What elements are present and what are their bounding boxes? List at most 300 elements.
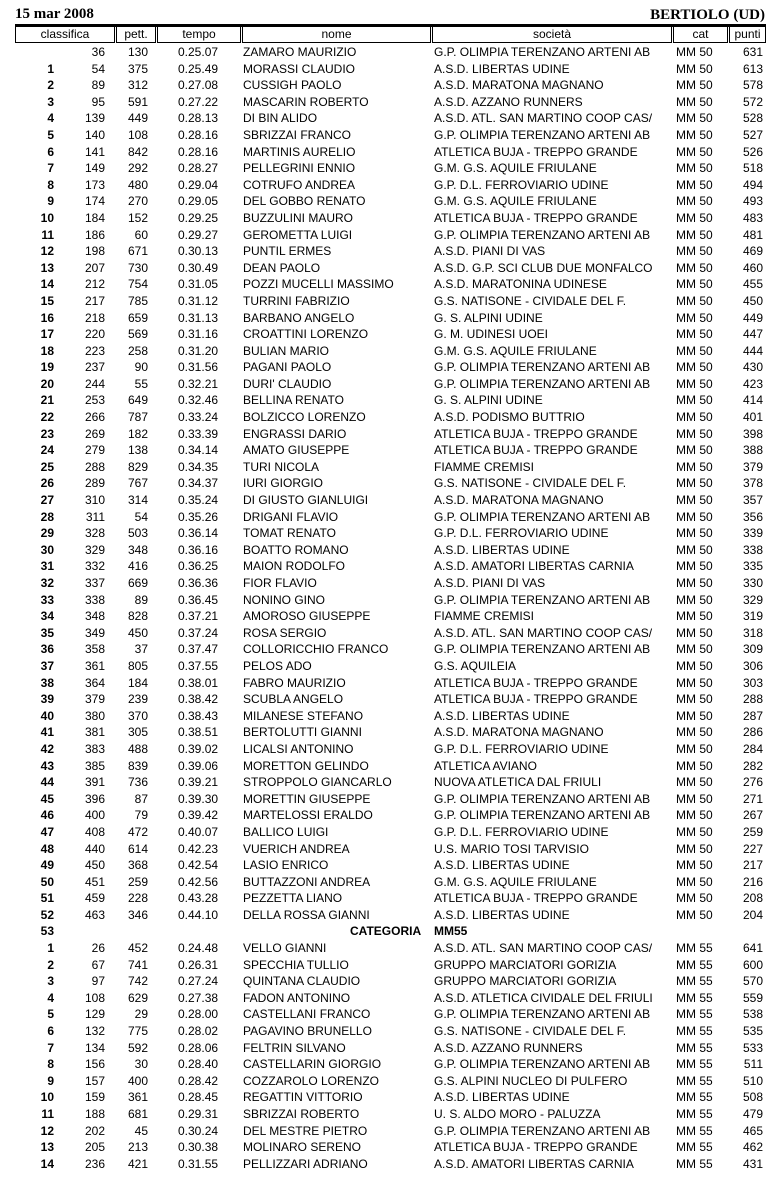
cell-points: 465: [742, 1123, 763, 1138]
cell-club: ATLETICA BUJA - TREPPO GRANDE: [434, 1140, 638, 1155]
cell-category: MM 55: [676, 974, 713, 989]
cell-bib: 787: [127, 410, 148, 425]
cell-category: MM 50: [676, 476, 713, 491]
cell-time: 0.31.12: [178, 293, 219, 308]
cell-time: 0.36.45: [178, 592, 219, 607]
cell-points: 600: [742, 957, 763, 972]
cell-rank: 11: [41, 227, 54, 242]
cell-points: 535: [742, 1024, 763, 1039]
cell-category: MM 50: [676, 592, 713, 607]
cell-rank: 51: [40, 891, 54, 906]
cell-category: MM 50: [676, 758, 713, 773]
cell-rank: 5: [47, 1007, 54, 1022]
cell-rank: 26: [40, 476, 54, 491]
cell-points: 284: [742, 741, 763, 756]
cell-rank: 1: [47, 61, 54, 76]
table-row: [0, 227, 779, 244]
category-row: [0, 923, 779, 940]
cell-points: 572: [742, 94, 763, 109]
cell-position: 220: [84, 327, 105, 342]
cell-position: 383: [84, 741, 105, 756]
cell-club: GRUPPO MARCIATORI GORIZIA: [434, 957, 617, 972]
cell-club: ATLETICA BUJA - TREPPO GRANDE: [434, 443, 638, 458]
cell-time: 0.26.31: [178, 957, 219, 972]
cell-position: 149: [84, 161, 105, 176]
cell-points: 613: [742, 61, 763, 76]
cell-rank: 28: [40, 509, 54, 524]
cell-bib: 37: [134, 642, 148, 657]
cell-club: G.P. OLIMPIA TERENZANO ARTENI AB: [434, 1007, 651, 1022]
cell-category: MM 50: [676, 277, 713, 292]
cell-rank: 30: [40, 542, 54, 557]
cell-club: ATLETICA AVIANO: [434, 758, 537, 773]
cell-bib: 90: [134, 360, 148, 375]
cell-name: BUZZULINI MAURO: [243, 210, 354, 225]
cell-category: MM 50: [676, 426, 713, 441]
cell-category: MM 50: [676, 161, 713, 176]
cell-time: 0.25.49: [178, 61, 219, 76]
cell-bib: 312: [127, 78, 148, 93]
cell-category: MM 50: [676, 459, 713, 474]
cell-category: MM 50: [676, 443, 713, 458]
cell-points: 330: [742, 576, 763, 590]
cell-position: 348: [84, 609, 105, 624]
table-row: [0, 1106, 779, 1123]
cell-club: A.S.D. AMATORI LIBERTAS CARNIA: [434, 559, 634, 574]
cell-rank: 9: [47, 194, 54, 209]
cell-bib: 60: [134, 227, 148, 242]
cell-name: BOATTO ROMANO: [243, 542, 349, 557]
cell-category: MM 50: [676, 144, 713, 159]
table-row: [0, 675, 779, 692]
cell-category: MM 55: [676, 1123, 713, 1138]
cell-club: A.S.D. LIBERTAS UDINE: [434, 907, 570, 922]
cell-name: SCUBLA ANGELO: [243, 692, 344, 707]
cell-rank: 8: [47, 177, 54, 192]
cell-position: 364: [84, 675, 105, 690]
cell-club: G.P. OLIMPIA TERENZANO ARTENI AB: [434, 592, 651, 607]
cell-position: 134: [84, 1040, 105, 1055]
cell-time: 0.27.08: [178, 78, 219, 93]
cell-bib: 292: [127, 161, 148, 176]
cell-club: A.S.D. LIBERTAS UDINE: [434, 542, 570, 557]
cell-rank: 33: [40, 592, 54, 607]
table-row: [0, 475, 779, 492]
table-row: [0, 592, 779, 609]
cell-position: 156: [84, 1057, 105, 1072]
table-row: [0, 907, 779, 924]
cell-points: 204: [742, 907, 763, 922]
cell-category: MM 55: [676, 957, 713, 972]
cell-club: A.S.D. ATLETICA CIVIDALE DEL FRIULI: [434, 990, 653, 1005]
cell-club: A.S.D. MARATONA MAGNANO: [434, 78, 604, 93]
cell-category: MM 50: [676, 327, 713, 342]
table-row: [0, 824, 779, 841]
table-row: [0, 276, 779, 293]
cell-time: 0.38.01: [178, 675, 219, 690]
cell-name: CASTELLANI FRANCO: [243, 1007, 371, 1022]
table-row: [0, 94, 779, 111]
cell-club: G.P. OLIMPIA TERENZANO ARTENI AB: [434, 227, 651, 242]
cell-bib: 591: [127, 94, 148, 109]
cell-category: MM 50: [676, 658, 713, 673]
cell-position: 451: [84, 874, 105, 889]
cell-bib: 480: [127, 177, 148, 192]
cell-category: MM 50: [676, 824, 713, 839]
cell-club: G.P. OLIMPIA TERENZANO ARTENI AB: [434, 509, 651, 524]
cell-position: 289: [84, 476, 105, 491]
cell-category: MM 50: [676, 177, 713, 192]
cell-category: MM 50: [676, 310, 713, 325]
col-pett: pett.: [116, 26, 156, 43]
cell-club: G.P. D.L. FERROVIARIO UDINE: [434, 824, 609, 839]
cell-position: 173: [84, 177, 105, 192]
cell-bib: 259: [127, 874, 148, 889]
table-row: [0, 791, 779, 808]
cell-rank: 36: [40, 642, 54, 657]
cell-rank: 8: [47, 1057, 54, 1072]
cell-time: 0.33.39: [178, 426, 219, 441]
cell-bib: 730: [127, 260, 148, 275]
cell-rank: 31: [40, 559, 54, 574]
cell-position: 332: [84, 559, 105, 574]
cell-name: FIOR FLAVIO: [243, 576, 317, 590]
cell-category: MM 50: [676, 78, 713, 93]
cell-time: 0.39.42: [178, 808, 219, 823]
cell-points: 528: [742, 111, 763, 126]
table-row: [0, 890, 779, 907]
cell-position: 459: [84, 891, 105, 906]
table-row: [0, 1056, 779, 1073]
cell-bib: 472: [127, 824, 148, 839]
cell-position: 89: [91, 78, 105, 93]
cell-bib: 452: [127, 941, 148, 956]
cell-club: G.P. OLIMPIA TERENZANO ARTENI AB: [434, 642, 651, 657]
table-row: [0, 127, 779, 144]
cell-category: MM 50: [676, 227, 713, 242]
cell-rank: 37: [40, 658, 54, 673]
cell-category: MM 55: [676, 1107, 713, 1121]
cell-rank: 7: [47, 161, 54, 176]
cell-category: MM 50: [676, 493, 713, 508]
cell-category: MM 50: [676, 874, 713, 889]
cell-bib: 213: [127, 1140, 148, 1155]
table-row: [0, 426, 779, 443]
cell-time: 0.30.49: [178, 260, 219, 275]
cell-time: 0.36.25: [178, 559, 219, 574]
cell-bib: 228: [127, 891, 148, 906]
cell-club: G. S. ALPINI UDINE: [434, 310, 543, 325]
cell-bib: 79: [134, 808, 148, 823]
cell-category: MM 50: [676, 841, 713, 856]
cell-category: MM 50: [676, 675, 713, 690]
cell-category: MM 55: [676, 1140, 713, 1155]
cell-bib: 54: [134, 509, 148, 524]
cell-name: BOLZICCO LORENZO: [243, 410, 366, 425]
cell-name: IURI GIORGIO: [243, 476, 324, 491]
table-row: [0, 193, 779, 210]
cell-rank: 21: [40, 393, 54, 408]
cell-name: DEL GOBBO RENATO: [243, 194, 366, 209]
cell-time: 0.34.14: [178, 443, 219, 458]
cell-bib: 346: [127, 907, 148, 922]
cell-category: MM 50: [676, 244, 713, 259]
cell-bib: 130: [127, 45, 148, 59]
cell-category: MM 55: [676, 1040, 713, 1055]
cell-club: A.S.D. LIBERTAS UDINE: [434, 858, 570, 873]
cell-rank: 6: [47, 144, 54, 159]
cell-time: 0.29.27: [178, 227, 219, 242]
table-row: [0, 1040, 779, 1057]
cell-club: G.M. G.S. AQUILE FRIULANE: [434, 874, 597, 889]
cell-bib: 775: [127, 1024, 148, 1039]
cell-rank: 4: [47, 990, 54, 1005]
cell-position: 186: [84, 227, 105, 242]
category-heading: [0, 923, 779, 940]
table-row: [0, 359, 779, 376]
table-row: [0, 575, 779, 592]
cell-category: MM 50: [676, 708, 713, 723]
cell-club: A.S.D. MARATONINA UDINESE: [434, 277, 607, 292]
cell-category: MM 50: [676, 127, 713, 142]
cell-category: MM 55: [676, 990, 713, 1005]
cell-time: 0.33.24: [178, 410, 219, 425]
cell-position: 54: [91, 61, 105, 76]
cell-name: FADON ANTONINO: [243, 990, 351, 1005]
cell-points: 259: [742, 824, 763, 839]
cell-time: 0.30.38: [178, 1140, 219, 1155]
cell-time: 0.38.43: [178, 708, 219, 723]
table-row: [0, 658, 779, 675]
cell-category: MM 50: [676, 692, 713, 707]
cell-bib: 348: [127, 542, 148, 557]
table-row: [0, 1123, 779, 1140]
table-row: [0, 77, 779, 94]
cell-time: 0.34.35: [178, 459, 219, 474]
table-row: [0, 376, 779, 393]
cell-rank: 11: [41, 1107, 54, 1121]
table-row: [0, 973, 779, 990]
cell-points: 444: [742, 343, 763, 358]
cell-name: POZZI MUCELLI MASSIMO: [243, 277, 394, 292]
cell-bib: 569: [127, 327, 148, 342]
table-row: [0, 144, 779, 161]
cell-name: BALLICO LUIGI: [243, 824, 329, 839]
cell-time: 0.29.05: [178, 194, 219, 209]
cell-points: 494: [742, 177, 763, 192]
cell-name: QUINTANA CLAUDIO: [243, 974, 361, 989]
col-cat: cat: [673, 26, 728, 43]
cell-position: 198: [84, 244, 105, 259]
cell-bib: 671: [127, 244, 148, 259]
table-row: [0, 841, 779, 858]
cell-bib: 314: [127, 493, 148, 508]
cell-club: A.S.D. PIANI DI VAS: [434, 576, 546, 590]
cell-bib: 829: [127, 459, 148, 474]
cell-bib: 842: [127, 144, 148, 159]
cell-time: 0.36.14: [178, 526, 219, 541]
cell-position: 202: [84, 1123, 105, 1138]
cell-rank: 39: [40, 692, 54, 707]
table-row: [0, 160, 779, 177]
table-row: [0, 326, 779, 343]
cell-bib: 239: [127, 692, 148, 707]
cell-rank: 25: [40, 459, 54, 474]
cell-category: MM 55: [676, 1090, 713, 1105]
table-row: [0, 409, 779, 426]
cell-points: 379: [742, 459, 763, 474]
table-row: [0, 442, 779, 459]
cell-club: ATLETICA BUJA - TREPPO GRANDE: [434, 426, 638, 441]
cell-position: 205: [84, 1140, 105, 1155]
cell-time: 0.35.24: [178, 493, 219, 508]
cell-club: A.S.D. LIBERTAS UDINE: [434, 1090, 570, 1105]
cell-bib: 488: [127, 741, 148, 756]
cell-club: G.P. D.L. FERROVIARIO UDINE: [434, 177, 609, 192]
cell-position: 132: [84, 1024, 105, 1039]
cell-rank: 47: [40, 824, 54, 839]
cell-time: 0.44.10: [178, 907, 219, 922]
cell-category: MM 55: [676, 1156, 713, 1171]
cell-position: 329: [84, 542, 105, 557]
table-row: [0, 1023, 779, 1040]
cell-bib: 767: [127, 476, 148, 491]
cell-bib: 754: [127, 277, 148, 292]
cell-name: AMATO GIUSEPPE: [243, 443, 350, 458]
cell-category: MM 50: [676, 111, 713, 126]
table-row: [0, 558, 779, 575]
cell-rank: 10: [40, 210, 54, 225]
cell-rank: 1: [47, 941, 54, 956]
cell-club: U. S. ALDO MORO - PALUZZA: [434, 1107, 601, 1121]
cell-time: 0.39.30: [178, 791, 219, 806]
cell-name: REGATTIN VITTORIO: [243, 1090, 363, 1105]
cell-time: 0.38.51: [178, 725, 219, 740]
cell-club: G.S. NATISONE - CIVIDALE DEL F.: [434, 1024, 627, 1039]
cell-position: 269: [84, 426, 105, 441]
cell-time: 0.28.06: [178, 1040, 219, 1055]
cell-club: G.M. G.S. AQUILE FRIULANE: [434, 343, 597, 358]
cell-position: 311: [85, 509, 105, 524]
cell-position: 338: [84, 592, 105, 607]
cell-time: 0.39.21: [178, 775, 219, 790]
cell-category: MM 50: [676, 775, 713, 790]
cell-time: 0.31.16: [178, 327, 219, 342]
cell-position: 236: [84, 1156, 105, 1171]
cell-bib: 503: [127, 526, 148, 541]
cell-rank: 18: [40, 343, 54, 358]
cell-club: A.S.D. G.P. SCI CLUB DUE MONFALCO: [434, 260, 653, 275]
race-date: 15 mar 2008: [15, 6, 94, 22]
cell-bib: 450: [127, 625, 148, 640]
cell-name: SPECCHIA TULLIO: [243, 957, 349, 972]
cell-category: MM 50: [676, 625, 713, 640]
cell-bib: 785: [127, 293, 148, 308]
cell-club: G.P. OLIMPIA TERENZANO ARTENI AB: [434, 360, 651, 375]
col-classifica: classifica: [15, 26, 115, 43]
cell-position: 385: [84, 758, 105, 773]
cell-category: MM 50: [676, 194, 713, 209]
cell-points: 335: [742, 559, 763, 574]
table-row: [0, 724, 779, 741]
cell-time: 0.38.42: [178, 692, 219, 707]
cell-bib: 55: [134, 376, 148, 391]
cell-points: 538: [742, 1007, 763, 1022]
table-row: [0, 857, 779, 874]
cell-name: MAION RODOLFO: [243, 559, 346, 574]
cell-position: 463: [84, 907, 105, 922]
cell-position: 184: [84, 210, 105, 225]
cell-position: 97: [91, 974, 105, 989]
table-row: [0, 243, 779, 260]
cell-time: 0.37.24: [178, 625, 219, 640]
cell-name: CUSSIGH PAOLO: [243, 78, 342, 93]
cell-points: 282: [742, 758, 763, 773]
cell-club: A.S.D. LIBERTAS UDINE: [434, 61, 570, 76]
cell-name: VELLO GIANNI: [243, 941, 327, 956]
table-row: [0, 990, 779, 1007]
cell-position: 349: [84, 625, 105, 640]
cell-bib: 29: [134, 1007, 148, 1022]
cell-bib: 370: [127, 708, 148, 723]
cell-position: 36: [91, 45, 105, 59]
cell-position: 223: [84, 343, 105, 358]
cell-name: PEZZETTA LIANO: [243, 891, 343, 906]
table-row: [0, 210, 779, 227]
cell-club: A.S.D. AMATORI LIBERTAS CARNIA: [434, 1156, 634, 1171]
cell-rank: 46: [40, 808, 54, 823]
cell-time: 0.29.31: [178, 1107, 219, 1121]
cell-time: 0.39.06: [178, 758, 219, 773]
cell-position: 218: [84, 310, 105, 325]
cell-time: 0.31.13: [178, 310, 219, 325]
cell-position: 244: [84, 376, 105, 391]
cell-points: 431: [742, 1156, 763, 1171]
cell-rank: 23: [40, 426, 54, 441]
cell-bib: 828: [127, 609, 148, 624]
cell-name: CROATTINI LORENZO: [243, 327, 369, 342]
cell-club: G.P. OLIMPIA TERENZANO ARTENI AB: [434, 127, 651, 142]
cell-position: 67: [91, 957, 105, 972]
cell-name: DELLA ROSSA GIANNI: [243, 907, 370, 922]
cell-points: 267: [742, 808, 763, 823]
cell-time: 0.40.07: [178, 824, 219, 839]
cell-time: 0.29.04: [178, 177, 219, 192]
cell-bib: 742: [127, 974, 148, 989]
cell-category: MM 50: [676, 393, 713, 408]
cell-position: 174: [84, 194, 105, 209]
cell-club: A.S.D. AZZANO RUNNERS: [434, 94, 583, 109]
cell-name: MORETTON GELINDO: [243, 758, 369, 773]
cell-rank: 45: [40, 791, 54, 806]
cell-position: 157: [84, 1073, 105, 1088]
table-row: [0, 44, 779, 61]
cell-position: 139: [84, 111, 105, 126]
cell-category: MM 50: [676, 410, 713, 425]
cell-bib: 182: [127, 426, 148, 441]
cell-time: 0.25.07: [178, 45, 219, 59]
table-row: [0, 293, 779, 310]
cell-points: 641: [742, 941, 763, 956]
table-row: [0, 492, 779, 509]
cell-name: MORASSI CLAUDIO: [243, 61, 356, 76]
table-row: [0, 625, 779, 642]
cell-rank: 32: [40, 576, 54, 590]
cell-points: 287: [742, 708, 763, 723]
cell-name: DURI' CLAUDIO: [243, 376, 332, 391]
cell-club: G.S. NATISONE - CIVIDALE DEL F.: [434, 293, 627, 308]
cell-name: SBRIZZAI ROBERTO: [243, 1107, 360, 1121]
